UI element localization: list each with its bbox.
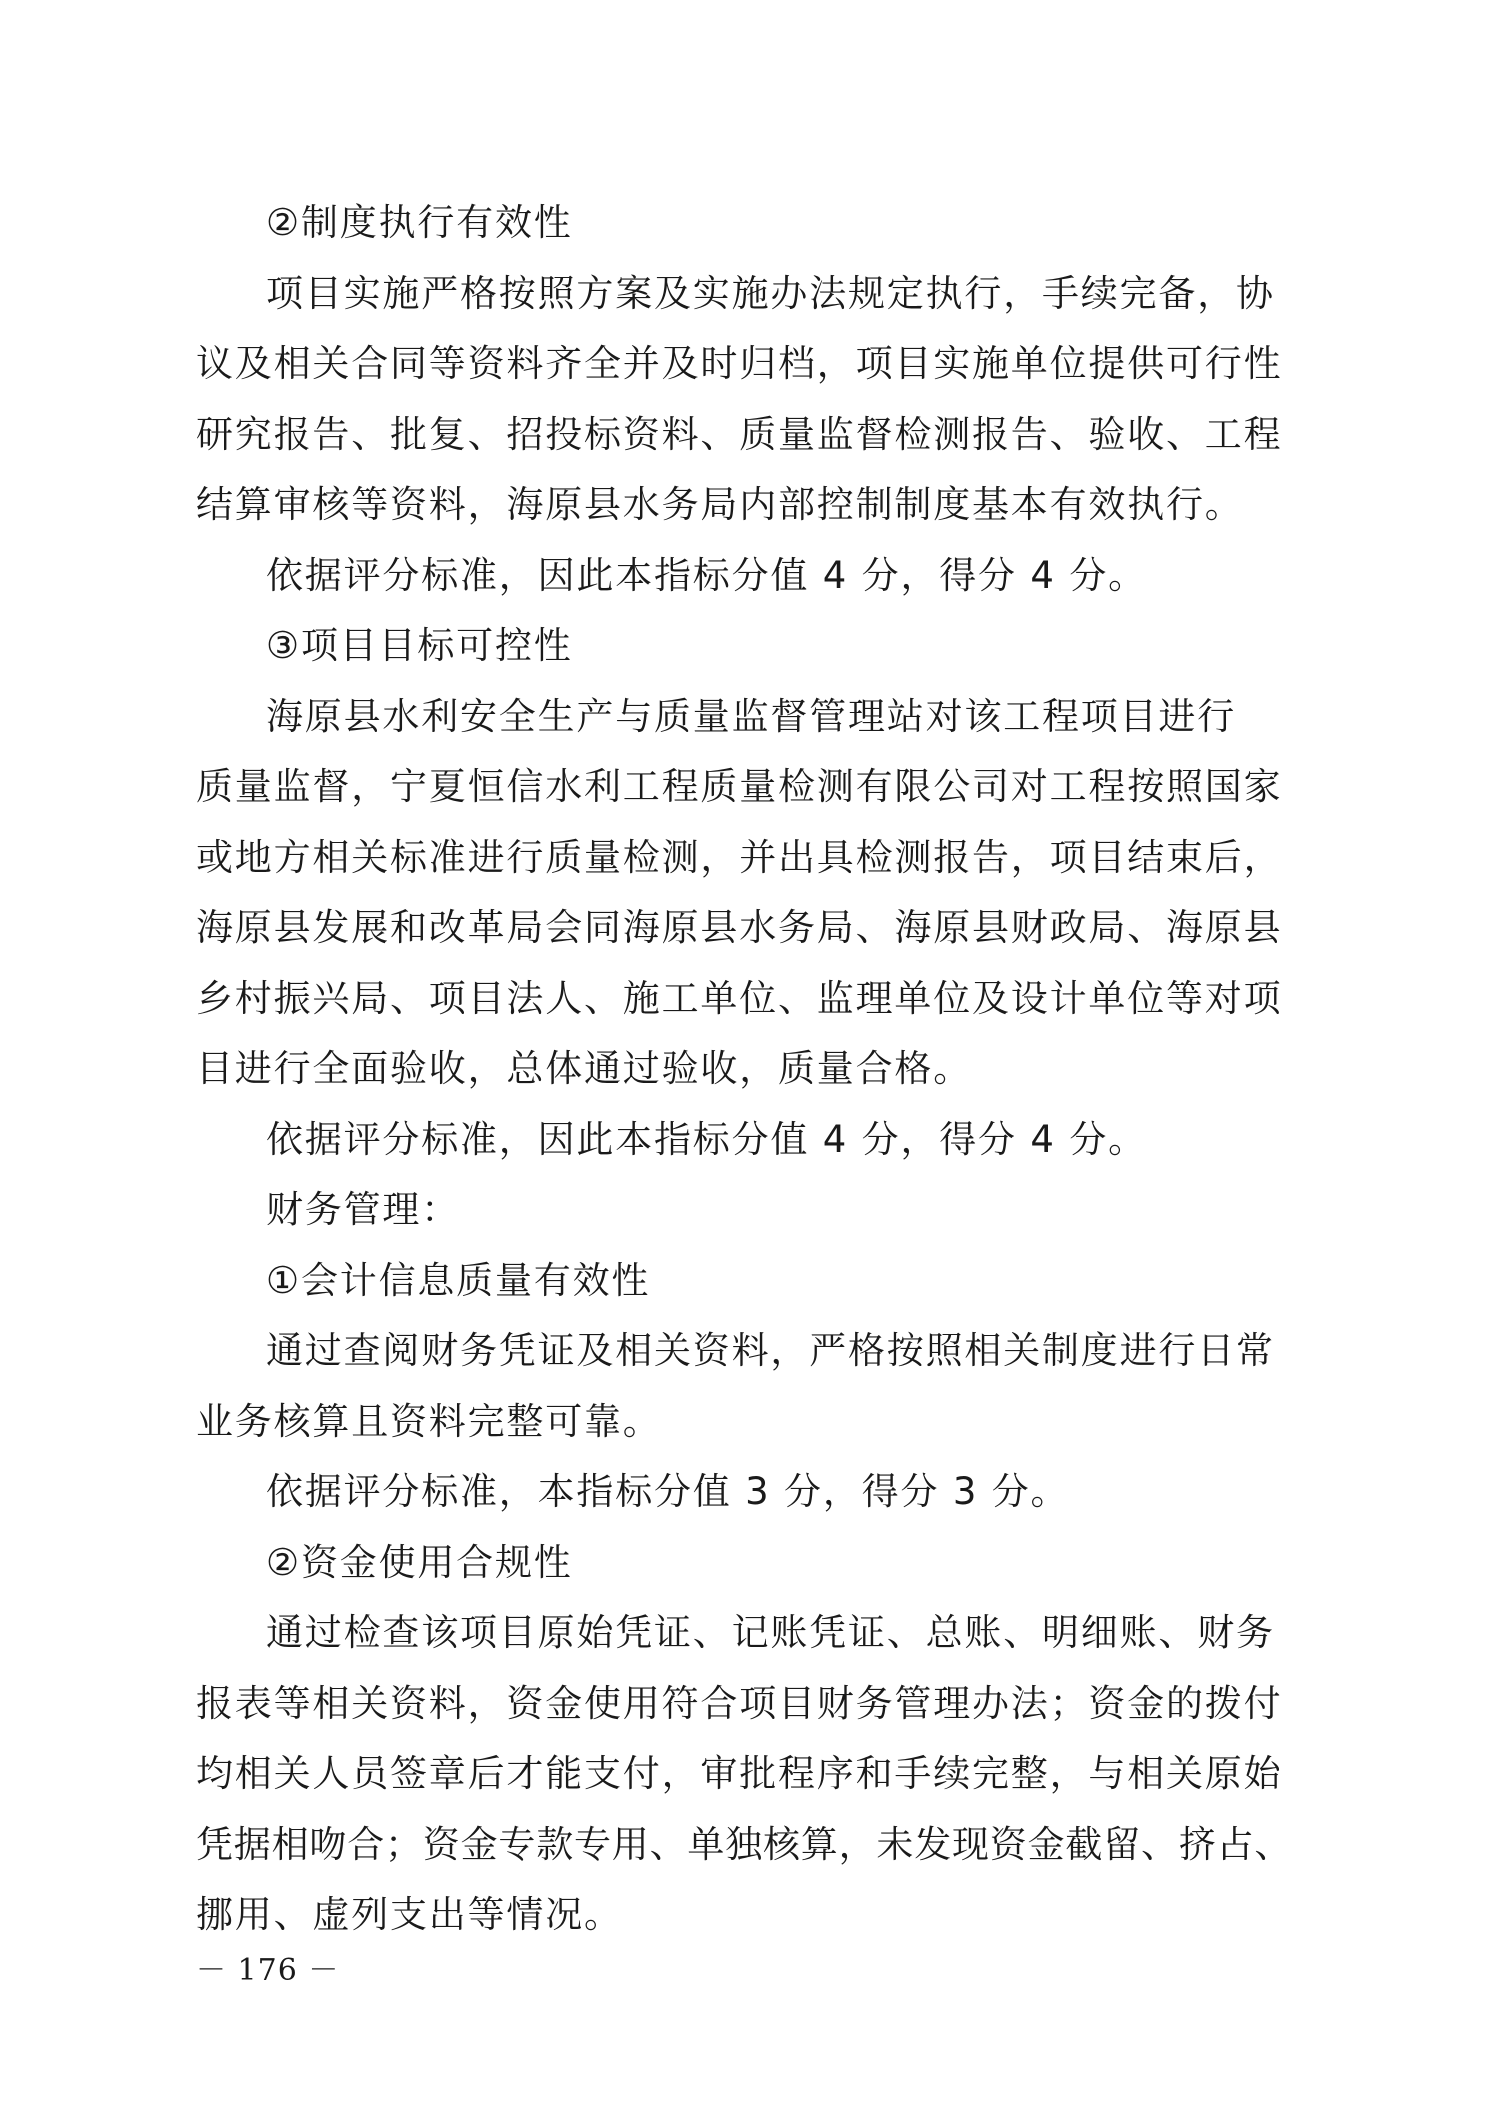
text-line: 依据评分标准，本指标分值 3 分，得分 3 分。 [266, 1470, 1070, 1513]
text-line: 凭据相吻合；资金专款专用、单独核算，未发现资金截留、挤占、 [196, 1822, 1293, 1866]
page-number: － 176 － [196, 1953, 340, 1988]
text-line: 项目实施严格按照方案及实施办法规定执行，手续完备，协 [266, 271, 1275, 315]
text-line: 或地方相关标准进行质量检测，并出具检测报告，项目结束后， [196, 835, 1283, 879]
text-line: ②制度执行有效性 [266, 201, 573, 244]
text-line: 通过查阅财务凭证及相关资料，严格按照相关制度进行日常 [266, 1329, 1275, 1372]
text-line: 依据评分标准，因此本指标分值 4 分，得分 4 分。 [266, 1117, 1147, 1161]
text-line: 海原县水利安全生产与质量监督管理站对该工程项目进行 [266, 694, 1236, 738]
text-line: ③项目目标可控性 [266, 624, 573, 667]
text-line: 议及相关合同等资料齐全并及时归档，项目实施单位提供可行性 [196, 342, 1283, 385]
text-line: 乡村振兴局、项目法人、施工单位、监理单位及设计单位等对项 [196, 976, 1283, 1020]
text-line: 均相关人员签章后才能支付，审批程序和手续完整，与相关原始 [196, 1752, 1283, 1795]
text-line: 目进行全面验收，总体通过验收，质量合格。 [196, 1047, 972, 1090]
text-line: 依据评分标准，因此本指标分值 4 分，得分 4 分。 [266, 553, 1147, 597]
text-line: 报表等相关资料，资金使用符合项目财务管理办法；资金的拨付 [196, 1681, 1283, 1725]
text-line: ②资金使用合规性 [266, 1540, 573, 1584]
text-line: 海原县发展和改革局会同海原县水务局、海原县财政局、海原县 [196, 906, 1283, 949]
text-line: 通过检查该项目原始凭证、记账凭证、总账、明细账、财务 [266, 1611, 1275, 1654]
body-text [196, 188, 1296, 1951]
text-line: 财务管理： [266, 1188, 460, 1231]
text-line: 挪用、虚列支出等情况。 [196, 1893, 623, 1936]
text-line: 研究报告、批复、招投标资料、质量监督检测报告、验收、工程 [196, 412, 1283, 456]
text-line: ①会计信息质量有效性 [266, 1258, 651, 1302]
text-line: 结算审核等资料，海原县水务局内部控制制度基本有效执行。 [196, 483, 1244, 526]
text-line: 业务核算且资料完整可靠。 [196, 1399, 662, 1443]
text-line: 质量监督，宁夏恒信水利工程质量检测有限公司对工程按照国家 [196, 765, 1283, 808]
